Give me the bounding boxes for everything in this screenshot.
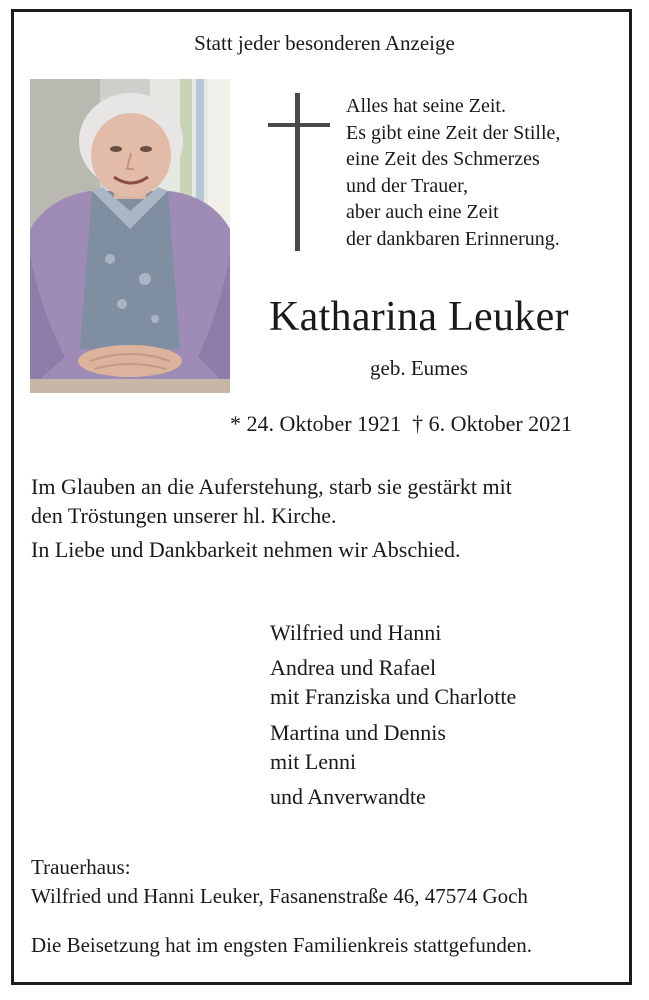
birth-name: geb. Eumes <box>370 356 468 380</box>
burial-note-text: Die Beisetzung hat im engsten Familienkreis stattgefunden. <box>31 933 532 957</box>
poem-line: aber auch eine Zeit <box>346 201 499 223</box>
mourning-house <box>31 853 528 911</box>
family-group <box>270 653 516 711</box>
burial-note <box>31 931 532 960</box>
life-dates: * 24. Oktober 1921 † 6. Oktober 2021 <box>230 411 573 436</box>
portrait-image <box>30 79 230 393</box>
mourning-house-label: Trauerhaus: <box>31 855 131 879</box>
poem-line: Alles hat seine Zeit. <box>346 95 506 117</box>
family-line: mit Franziska und Charlotte <box>270 684 517 709</box>
poem-line: Es gibt eine Zeit der Stille, <box>346 121 561 144</box>
family-group <box>270 782 426 811</box>
message-line: Im Glauben an die Auferstehung, starb sie gestärkt mit <box>31 474 512 499</box>
family-group <box>270 618 441 647</box>
family-line: mit Lenni <box>270 749 357 774</box>
notice-header: Statt jeder besonderen Anzeige <box>194 31 455 55</box>
poem-line: und der Trauer, <box>346 174 468 197</box>
family-line: Andrea und Rafael <box>270 655 437 680</box>
deceased-name: Katharina Leuker <box>269 294 569 340</box>
family-line: und Anverwandte <box>270 784 426 809</box>
message-line: In Liebe und Dankbarkeit nehmen wir Abschied. <box>31 537 461 562</box>
family-group <box>270 718 446 776</box>
message-block <box>31 472 512 530</box>
portrait-photo <box>30 79 230 393</box>
poem-line: der dankbaren Erinnerung. <box>346 227 560 250</box>
family-line: Martina und Dennis <box>270 720 446 745</box>
mourning-house-address: Wilfried und Hanni Leuker, Fasanenstraße 46, 47574 Goch <box>31 884 528 908</box>
message-line: den Tröstungen unserer hl. Kirche. <box>31 503 337 528</box>
cross-icon <box>268 93 330 251</box>
family-line: Wilfried und Hanni <box>270 620 442 645</box>
poem-line: eine Zeit des Schmerzes <box>346 148 540 170</box>
poem <box>346 93 560 252</box>
message-block <box>31 535 460 564</box>
